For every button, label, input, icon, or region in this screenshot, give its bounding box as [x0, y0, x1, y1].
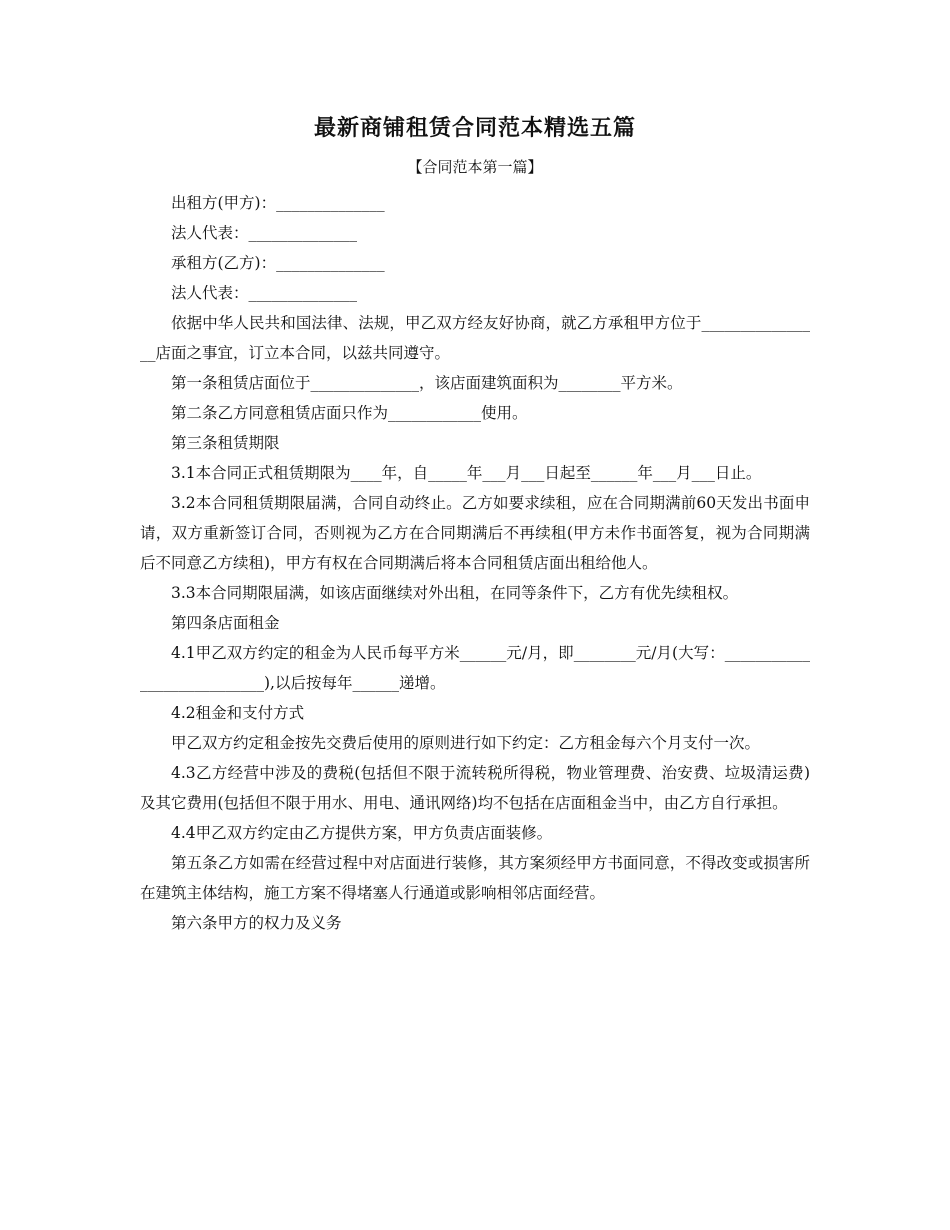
clause-3-1-paragraph: 3.1本合同正式租赁期限为____年，自_____年___月___日起至______年___月___日止。 [171, 464, 762, 482]
article-4-heading: 第四条店面租金 [171, 614, 280, 632]
clause-4-3-paragraph: 4.3乙方经营中涉及的费税(包括但不限于流转税所得税，物业管理费、治安费、垃圾清运费)及其它费用(包括但不限于用水、用电、通讯网络)均不包括在店面租金当中，由乙方自行承担。 [140, 764, 810, 812]
article-6-heading: 第六条甲方的权力及义务 [171, 914, 342, 932]
article-1-paragraph: 第一条租赁店面位于______________，该店面建筑面积为________平方米。 [171, 374, 683, 392]
lessor-legal-rep-line: 法人代表：______________ [171, 224, 358, 242]
lessee-line: 承租方(乙方)：______________ [171, 254, 385, 272]
clause-3-2-paragraph: 3.2本合同租赁期限届满，合同自动终止。乙方如要求续租，应在合同期满前60天发出书面申请，双方重新签订合同，否则视为乙方在合同期满后不再续租(甲方未作书面答复，视为合同期满后不同意乙方续租)，甲方有权在合同期满后将本合同租赁店面出租给他人。 [140, 494, 810, 572]
lessor-line: 出租方(甲方)：______________ [171, 194, 385, 212]
article-2-paragraph: 第二条乙方同意租赁店面只作为____________使用。 [171, 404, 528, 422]
clause-4-4-paragraph: 4.4甲乙双方约定由乙方提供方案，甲方负责店面装修。 [171, 824, 553, 842]
article-5-paragraph: 第五条乙方如需在经营过程中对店面进行装修，其方案须经甲方书面同意，不得改变或损害所在建筑主体结构，施工方案不得堵塞人行通道或影响相邻店面经营。 [140, 854, 810, 902]
document-page [140, 108, 810, 938]
article-3-heading: 第三条租赁期限 [171, 434, 280, 452]
payment-method-paragraph: 甲乙双方约定租金按先交费后使用的原则进行如下约定：乙方租金每六个月支付一次。 [171, 734, 761, 752]
lessee-legal-rep-line: 法人代表：______________ [171, 284, 358, 302]
clause-3-3-paragraph: 3.3本合同期限届满，如该店面继续对外出租，在同等条件下，乙方有优先续租权。 [171, 584, 739, 602]
document-title: 最新商铺租赁合同范本精选五篇 [313, 115, 636, 141]
document-subtitle: 【合同范本第一篇】 [407, 158, 543, 176]
preamble-paragraph: 依据中华人民共和国法律、法规，甲乙双方经友好协商，就乙方承租甲方位于________________店面之事宜，订立本合同，以兹共同遵守。 [140, 314, 810, 362]
clause-4-1-paragraph: 4.1甲乙双方约定的租金为人民币每平方米______元/月，即________元/月(大写：___________________________),以后按每年______递增。 [140, 644, 810, 692]
clause-4-2-heading: 4.2租金和支付方式 [171, 704, 305, 722]
document-body [140, 188, 810, 938]
